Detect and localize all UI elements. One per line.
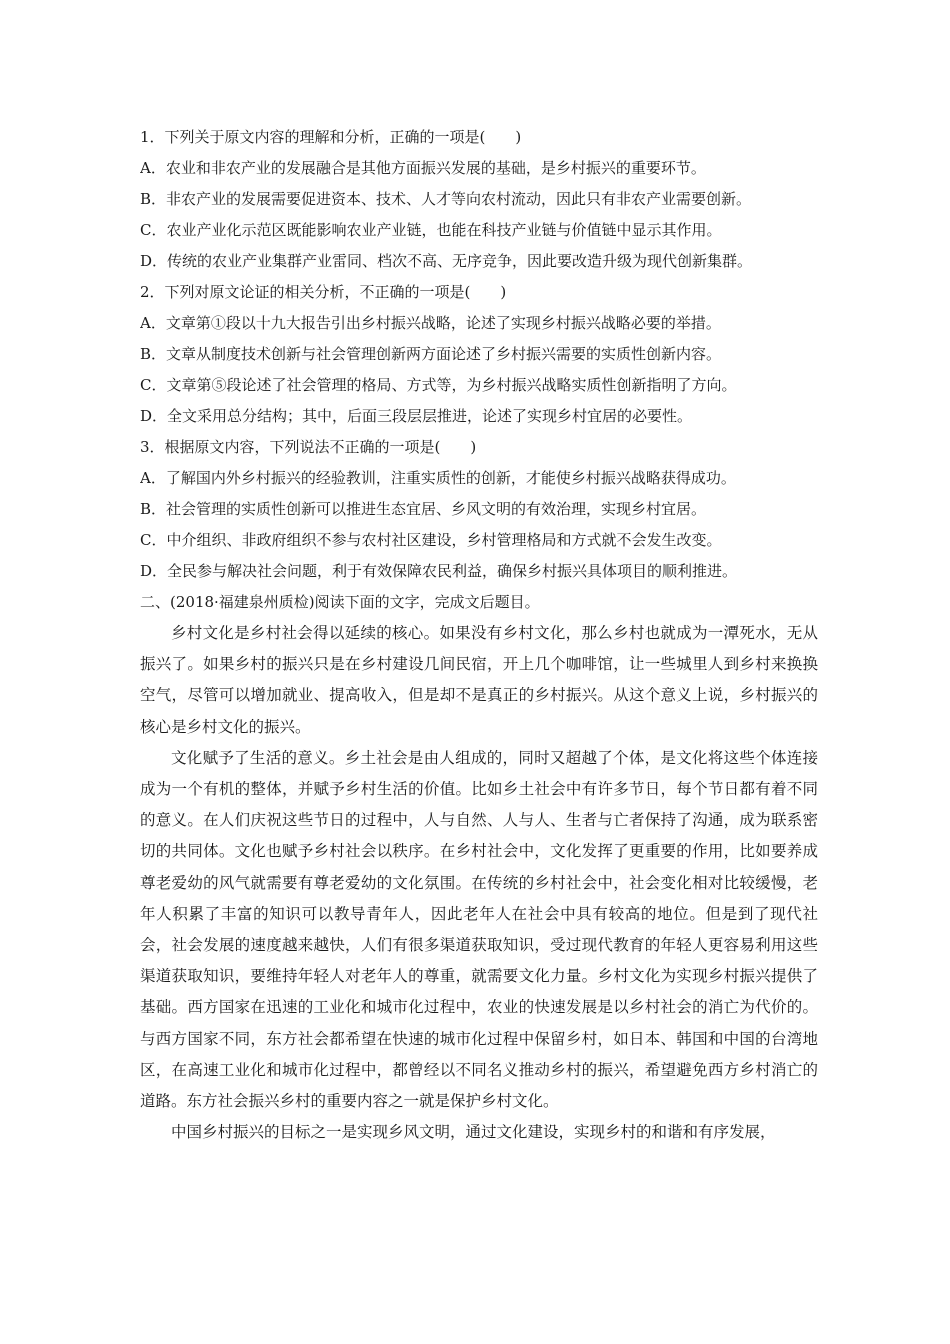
option-c: C．农业产业化示范区既能影响农业产业链，也能在科技产业链与价值链中显示其作用。 <box>140 221 722 239</box>
document-page <box>140 122 820 1148</box>
option-b: B．非农产业的发展需要促进资本、技术、人才等向农村流动，因此只有非农产业需要创新。 <box>140 190 752 208</box>
reading-paragraph-3: 中国乡村振兴的目标之一是实现乡风文明，通过文化建设，实现乡村的和谐和有序发展， <box>171 1123 776 1142</box>
question-2 <box>140 277 820 432</box>
option-a: A．了解国内外乡村振兴的经验教训，注重实质性的创新，才能使乡村振兴战略获得成功。 <box>140 469 736 487</box>
option-d: D．全文采用总分结构；其中，后面三段层层推进，论述了实现乡村宜居的必要性。 <box>140 407 693 425</box>
question-3 <box>140 432 820 587</box>
reading-paragraph-1: 乡村文化是乡村社会得以延续的核心。如果没有乡村文化，那么乡村也就成为一潭死水，无从振兴了。如果乡村的振兴只是在乡村建设几间民宿，开上几个咖啡馆，让一些城里人到乡村来换换空气，尽管可以增加就业、提高收入，但是却不是真正的乡村振兴。从这个意义上说，乡村振兴的核心是乡村文化的振兴。 <box>140 624 818 736</box>
option-c: C．中介组织、非政府组织不参与农村社区建设，乡村管理格局和方式就不会发生改变。 <box>140 531 722 549</box>
question-stem: 1．下列关于原文内容的理解和分析，正确的一项是( ) <box>140 128 522 146</box>
option-d: D．全民参与解决社会问题，利于有效保障农民利益，确保乡村振兴具体项目的顺利推进。 <box>140 562 738 580</box>
reading-section <box>140 587 820 1148</box>
question-stem: 3．根据原文内容，下列说法不正确的一项是( ) <box>140 438 477 456</box>
option-c: C．文章第⑤段论述了社会管理的格局、方式等，为乡村振兴战略实质性创新指明了方向。 <box>140 376 737 394</box>
option-d: D．传统的农业产业集群产业雷同、档次不高、无序竞争，因此要改造升级为现代创新集群。 <box>140 252 753 270</box>
question-stem: 2．下列对原文论证的相关分析，不正确的一项是( ) <box>140 283 507 301</box>
reading-paragraph-2: 文化赋予了生活的意义。乡土社会是由人组成的，同时又超越了个体，是文化将这些个体连接成为一个有机的整体，并赋予乡村生活的价值。比如乡土社会中有许多节日，每个节日都有着不同的意义。在人们庆祝这些节日的过程中，人与自然、人与人、生者与亡者保持了沟通，成为联系密切的共同体。文化也赋予乡村社会以秩序。在乡村社会中，文化发挥了更重要的作用，比如要养成尊老爱幼的风气就需要有尊老爱幼的文化氛围。在传统的乡村社会中，社会变化相对比较缓慢，老年人积累了丰富的知识可以教导青年人，因此老年人在社会中具有较高的地位。但是到了现代社会，社会发展的速度越来越快，人们有很多渠道获取知识，受过现代教育的年轻人更容易利用这些渠道获取知识，要维持年轻人对老年人的尊重，就需要文化力量。乡村文化为实现乡村振兴提供了基础。西方国家在迅速的工业化和城市化过程中，农业的快速发展是以乡村社会的消亡为代价的。与西方国家不同，东方社会都希望在快速的城市化过程中保留乡村，如日本、韩国和中国的台湾地区，在高速工业化和城市化过程中，都曾经以不同名义推动乡村的振兴，希望避免西方乡村消亡的道路。东方社会振兴乡村的重要内容之一就是保护乡村文化。 <box>140 748 818 1111</box>
option-b: B．社会管理的实质性创新可以推进生态宜居、乡风文明的有效治理，实现乡村宜居。 <box>140 500 707 518</box>
option-b: B．文章从制度技术创新与社会管理创新两方面论述了乡村振兴需要的实质性创新内容。 <box>140 345 722 363</box>
option-a: A．文章第①段以十九大报告引出乡村振兴战略，论述了实现乡村振兴战略必要的举措。 <box>140 314 721 332</box>
question-1 <box>140 122 820 277</box>
option-a: A．农业和非农产业的发展融合是其他方面振兴发展的基础，是乡村振兴的重要环节。 <box>140 159 706 177</box>
section-heading: 二、(2018·福建泉州质检)阅读下面的文字，完成文后题目。 <box>140 593 540 611</box>
